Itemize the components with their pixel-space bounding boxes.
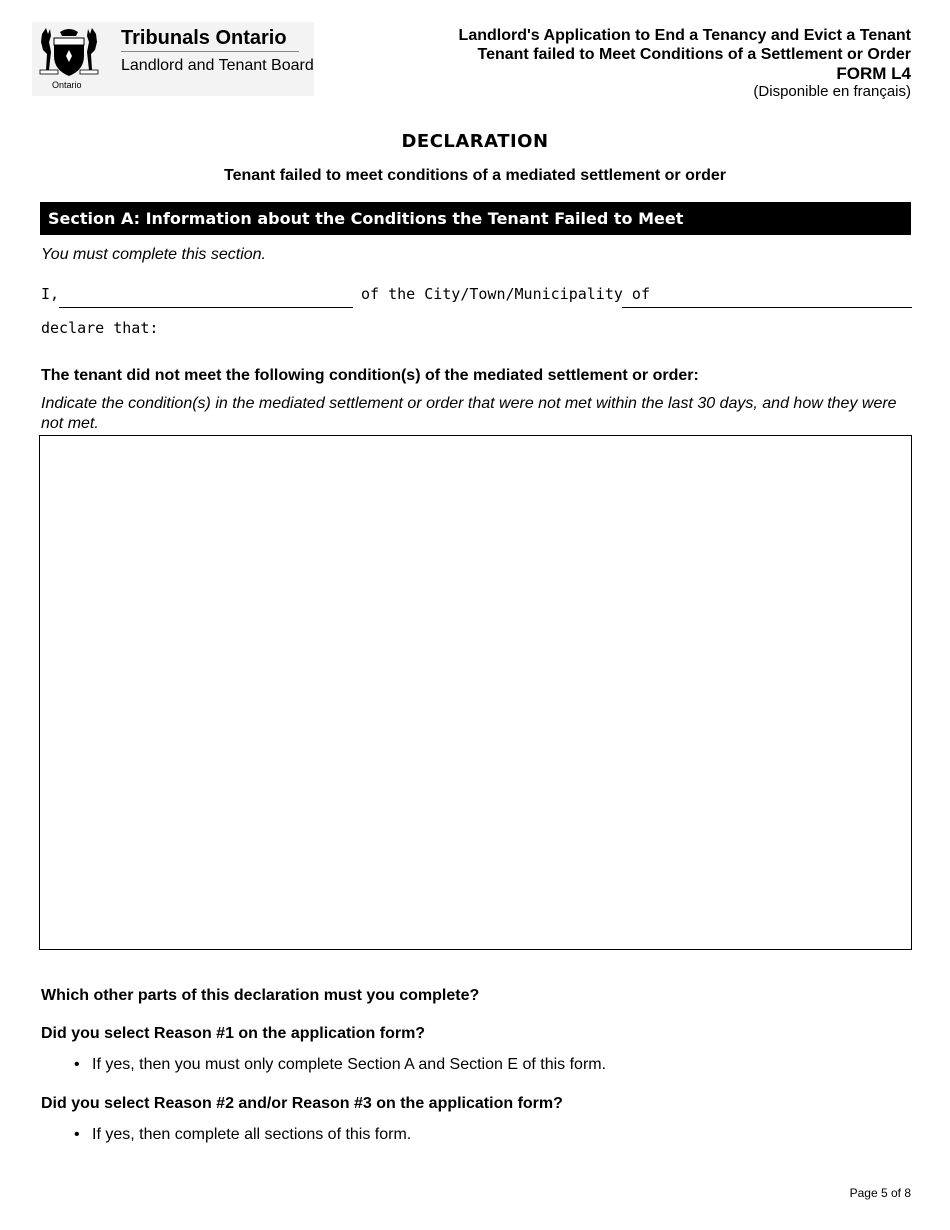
form-header xyxy=(459,26,911,100)
city-label: of the City/Town/Municipality of xyxy=(361,285,650,303)
declaration-subtitle: Tenant failed to meet conditions of a mediated settlement or order xyxy=(224,167,726,184)
reason23-answer-text: If yes, then complete all sections of this form. xyxy=(92,1126,412,1143)
reason23-question: Did you select Reason #2 and/or Reason #3 on the application form? xyxy=(41,1095,563,1112)
declaration-title: DECLARATION xyxy=(401,131,549,152)
reason1-answer-text: If yes, then you must only complete Section A and Section E of this form. xyxy=(92,1056,607,1073)
conditions-instructions: Indicate the condition(s) in the mediated settlement or order that were not met within the last 30 days, and how they were not met. xyxy=(41,395,897,432)
section-a-heading: Section A: Information about the Conditions the Tenant Failed to Meet xyxy=(40,202,911,235)
declare-label: declare that: xyxy=(41,319,159,337)
ontario-crest-icon xyxy=(38,26,100,78)
city-field[interactable] xyxy=(622,307,912,308)
form-id: FORM L4 xyxy=(836,64,911,83)
org-divider xyxy=(121,51,299,52)
i-label: I, xyxy=(41,285,60,303)
crest-caption: Ontario xyxy=(52,80,82,90)
french-availability: (Disponible en français) xyxy=(753,83,911,100)
org-name: Tribunals Ontario xyxy=(121,27,287,49)
form-title-line2: Tenant failed to Meet Conditions of a Settlement or Order xyxy=(477,46,911,63)
declarant-name-field[interactable] xyxy=(59,307,353,308)
page-number: Page 5 of 8 xyxy=(849,1186,911,1200)
reason23-answer xyxy=(74,1126,411,1144)
org-subtitle: Landlord and Tenant Board xyxy=(121,57,314,74)
must-complete-note: You must complete this section. xyxy=(41,246,266,263)
conditions-title: The tenant did not meet the following condition(s) of the mediated settlement or order: xyxy=(41,367,699,384)
form-title-line1: Landlord's Application to End a Tenancy and Evict a Tenant xyxy=(458,27,911,44)
reason1-answer xyxy=(74,1056,606,1074)
other-parts-question: Which other parts of this declaration must you complete? xyxy=(41,987,480,1004)
conditions-textarea[interactable] xyxy=(39,435,912,950)
reason1-question: Did you select Reason #1 on the application form? xyxy=(41,1025,426,1042)
